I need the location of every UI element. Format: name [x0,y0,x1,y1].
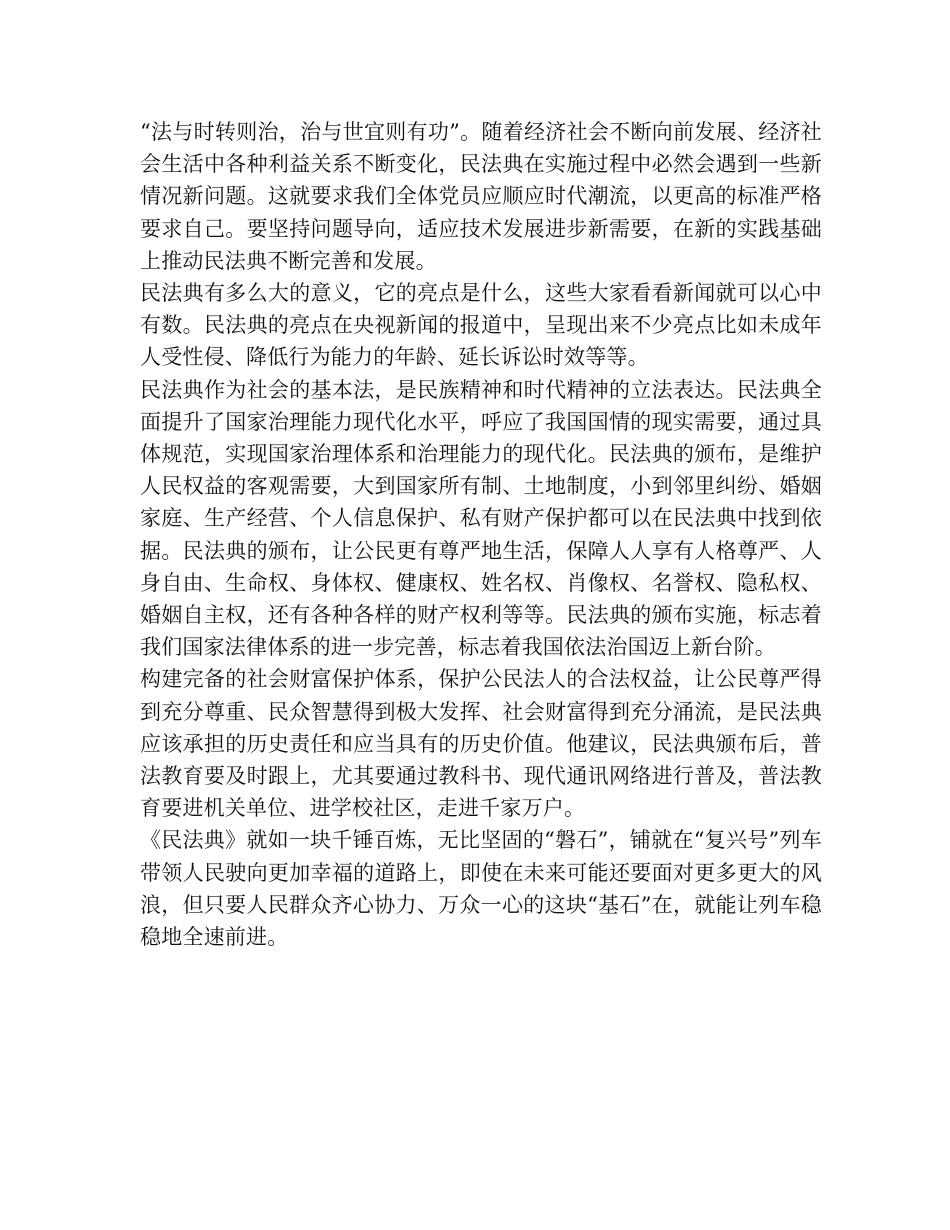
paragraph-4: 构建完备的社会财富保护体系，保护公民法人的合法权益，让公民尊严得到充分尊重、民众智慧得到极大发挥、社会财富得到充分涌流，是民法典应该承担的历史责任和应当具有的历史价值。他建议，民法典颁布后，普法教育要及时跟上，尤其要通过教科书、现代通讯网络进行普及，普法教育要进机关单位、进学校社区，走进千家万户。 [140,667,822,821]
document-body [140,116,822,953]
paragraph-5: 《民法典》就如一块千锤百炼，无比坚固的“磐石”，铺就在“复兴号”列车带领人民驶向更加幸福的道路上，即使在未来可能还要面对更多更大的风浪，但只要人民群众齐心协力、万众一心的这块“基石”在，就能让列车稳稳地全速前进。 [140,828,822,950]
paragraph-2: 民法典有多么大的意义，它的亮点是什么，这些大家看看新闻就可以心中有数。民法典的亮点在央视新闻的报道中，呈现出来不少亮点比如未成年人受性侵、降低行为能力的年龄、延长诉讼时效等等。 [140,281,822,370]
paragraph-3: 民法典作为社会的基本法，是民族精神和时代精神的立法表达。民法典全面提升了国家治理能力现代化水平，呼应了我国国情的现实需要，通过具体规范，实现国家治理体系和治理能力的现代化。民法典的颁布，是维护人民权益的客观需要，大到国家所有制、土地制度，小到邻里纠纷、婚姻家庭、生产经营、个人信息保护、私有财产保护都可以在民法典中找到依据。民法典的颁布，让公民更有尊严地生活，保障人人享有人格尊严、人身自由、生命权、身体权、健康权、姓名权、肖像权、名誉权、隐私权、婚姻自主权，还有各种各样的财产权利等等。民法典的颁布实施，标志着我们国家法律体系的进一步完善，标志着我国依法治国迈上新台阶。 [140,377,822,660]
paragraph-1: “法与时转则治，治与世宜则有功”。随着经济社会不断向前发展、经济社会生活中各种利益关系不断变化，民法典在实施过程中必然会遇到一些新情况新问题。这就要求我们全体党员应顺应时代潮流，以更高的标准严格要求自己。要坚持问题导向，适应技术发展进步新需要，在新的实践基础上推动民法典不断完善和发展。 [140,120,822,273]
